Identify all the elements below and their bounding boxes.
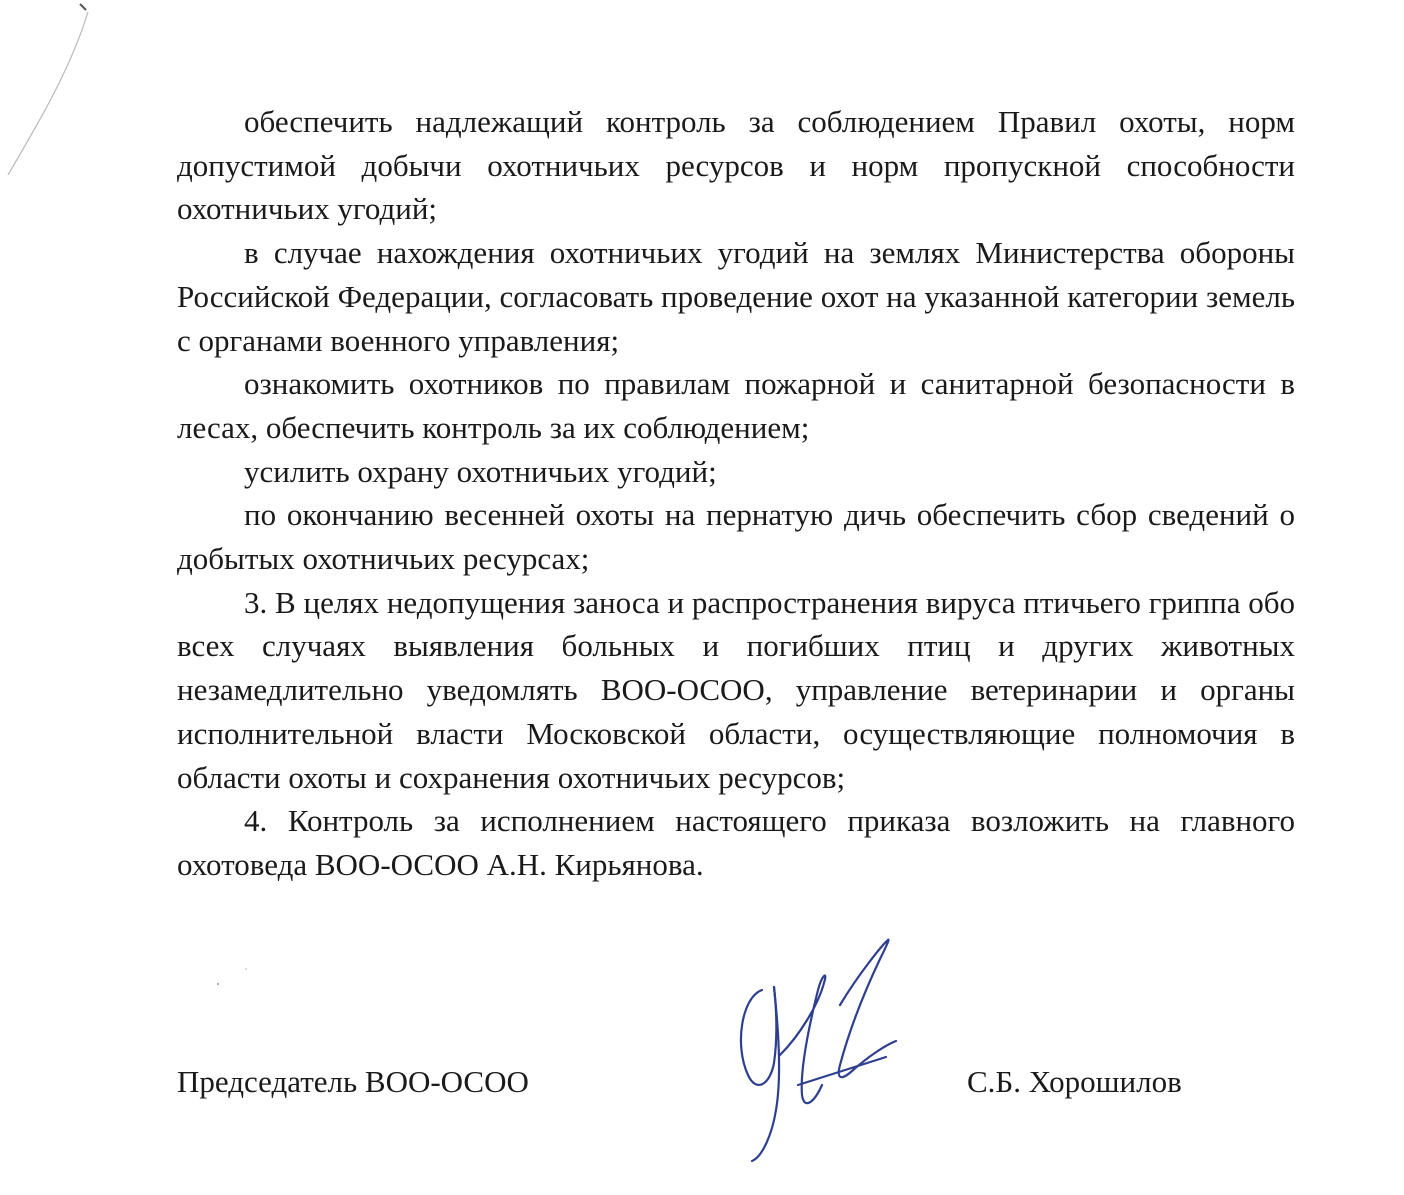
paragraph-hunting-rules-control: обеспечить надлежащий контроль за соблюдением Правил охоты, норм допустимой добычи охотничьих ресурсов и норм пропускной способности охотничьих угодий; bbox=[177, 104, 1295, 227]
paragraph-defense-lands: в случае нахождения охотничьих угодий на землях Министерства обороны Российской Федерации, согласовать проведение охот на указанной категории земель с органами военного управления; bbox=[177, 235, 1295, 358]
paragraph-control: 4. Контроль за исполнением настоящего приказа возложить на главного охотоведа ВОО-ОСОО А.Н. Кирьянова. bbox=[177, 803, 1295, 882]
paragraph-fire-safety: ознакомить охотников по правилам пожарной и санитарной безопасности в лесах, обеспечить контроль за их соблюдением; bbox=[177, 366, 1295, 445]
signatory-name: С.Б. Хорошилов bbox=[967, 1064, 1182, 1099]
handwritten-signature bbox=[690, 935, 920, 1165]
signatory-title: Председатель ВОО-ОСОО bbox=[177, 1064, 529, 1099]
document-body bbox=[177, 100, 1295, 887]
paragraph-bird-flu: 3. В целях недопущения заноса и распространения вируса птичьего гриппа обо всех случаях выявления больных и погибших птиц и других животных незамедлительно уведомлять ВОО-ОСОО, управление ветеринарии и органы исполнительной власти Московской области, осуществляющие полномочия в области охоты и сохранения охотничьих ресурсов; bbox=[177, 584, 1295, 795]
signature-block bbox=[177, 1060, 1295, 1104]
paragraph-spring-hunting: по окончанию весенней охоты на пернатую дичь обеспечить сбор сведений о добытых охотничьих ресурсах; bbox=[177, 497, 1295, 577]
paragraph-protection: усилить охрану охотничьих угодий; bbox=[244, 453, 717, 489]
scan-edge-mark bbox=[0, 0, 110, 200]
